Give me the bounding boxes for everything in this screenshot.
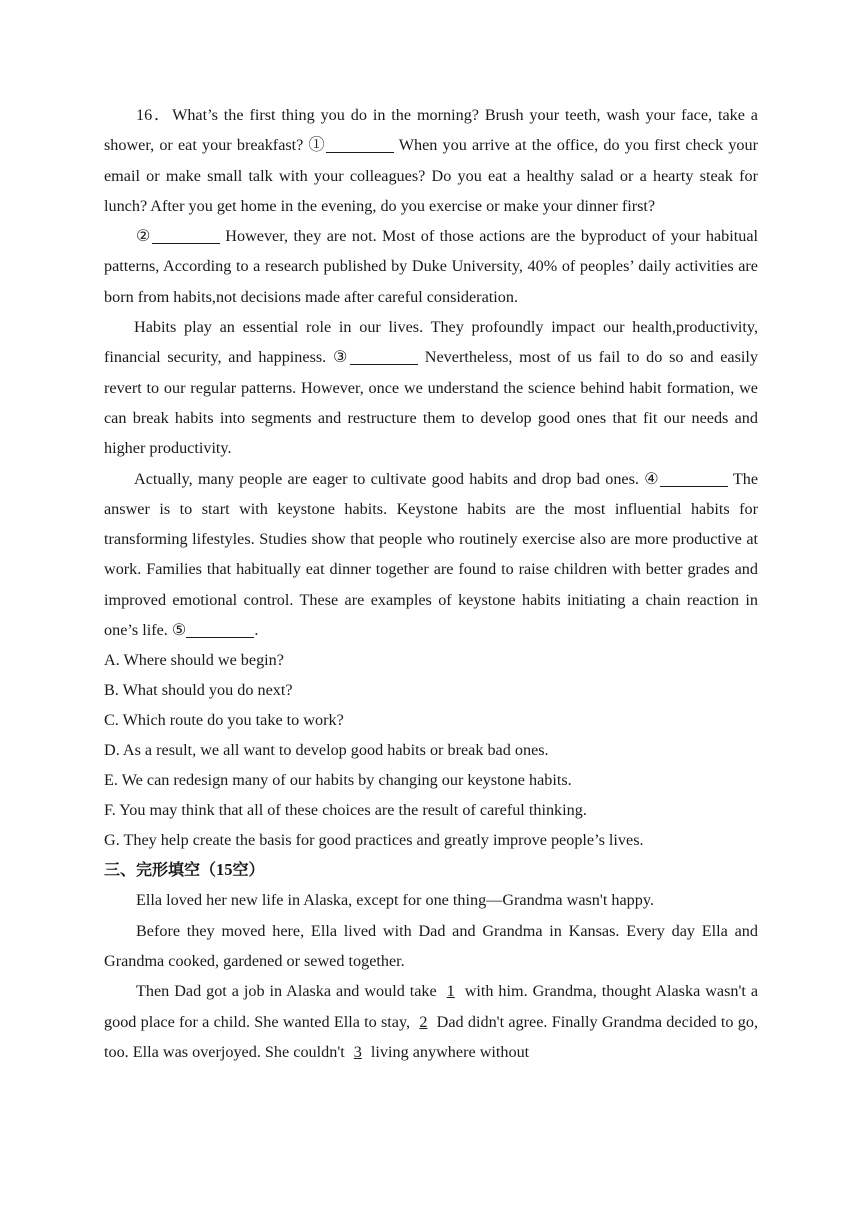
cloze-blank-3[interactable]: 3 [353,1042,362,1061]
cloze-paragraph-1: Ella loved her new life in Alaska, except for one thing—Grandma wasn't happy. [136,891,654,910]
option-b: B. What should you do next? [104,681,293,700]
section-heading: 三、完形填空（15空） [104,860,265,880]
option-c: C. Which route do you take to work? [104,711,344,730]
passage-paragraph-1: 16．What’s the first thing you do in the morning? Brush your teeth, wash your face, take a shower, or eat your breakfast? ① When you arrive at the office, do you first check your email or make small talk with your colleagues? Do you eat a healthy salad or a hearty steak for lunch? After you get home in the evening, do you exercise or make your dinner first? [104,106,758,215]
options-list [104,645,758,855]
answer-blank-5[interactable] [186,619,254,638]
passage-paragraph-3: Habits play an essential role in our lives. They profoundly impact our health,productivity, financial security, and happiness. ③ Nevertheless, most of us fail to do so and easily revert to our regular patterns. However, once we understand the science behind habit formation, we can break habits into segments and restructure them to develop good ones that fit our needs and higher productivity. [104,318,758,458]
blank-marker-1: ① [308,136,326,155]
answer-blank-3[interactable] [350,346,418,365]
passage-paragraph-2: ② However, they are not. Most of those actions are the byproduct of your habitual patterns, According to a research published by Duke University, 40% of peoples’ daily activities are born from habits,not decisions made after careful consideration. [104,227,758,306]
passage-paragraph-4: Actually, many people are eager to cultivate good habits and drop bad ones. ④ The answer is to start with keystone habits. Keystone habits are the most influential habits for transforming lifestyles. Studies show that people who routinely exercise also are more productive at work. Families that habitually eat dinner together are found to raise children with better grades and improved emotional control. These are examples of keystone habits initiating a chain reaction in one’s life. ⑤ . [104,469,758,640]
cloze-blank-2[interactable]: 2 [419,1012,428,1031]
option-e: E. We can redesign many of our habits by changing our keystone habits. [104,771,572,790]
blank-marker-3: ③ [332,348,351,367]
cloze-blank-1[interactable]: 1 [446,982,455,1001]
blank-marker-2: ② [136,227,152,246]
blank-marker-4: ④ [644,469,660,488]
blank-marker-5: ⑤ [171,621,187,640]
answer-blank-2[interactable] [152,225,220,244]
option-d: D. As a result, we all want to develop good habits or break bad ones. [104,741,549,760]
document-content [104,100,758,1067]
option-f: F. You may think that all of these choices are the result of careful thinking. [104,801,587,820]
cloze-paragraph-3: Then Dad got a job in Alaska and would take 1 with him. Grandma, thought Alaska wasn't a good place for a child. She wanted Ella to stay, 2 Dad didn't agree. Finally Grandma decided to go, too. Ella was overjoyed. She couldn't 3 living anywhere without [104,982,759,1061]
question-number: 16． [136,106,173,124]
option-a: A. Where should we begin? [104,651,284,670]
option-g: G. They help create the basis for good practices and greatly improve people’s lives. [104,831,644,850]
answer-blank-4[interactable] [660,468,728,487]
cloze-paragraph-2: Before they moved here, Ella lived with Dad and Grandma in Kansas. Every day Ella and Grandma cooked, gardened or sewed together. [104,921,758,970]
answer-blank-1[interactable] [326,134,394,153]
